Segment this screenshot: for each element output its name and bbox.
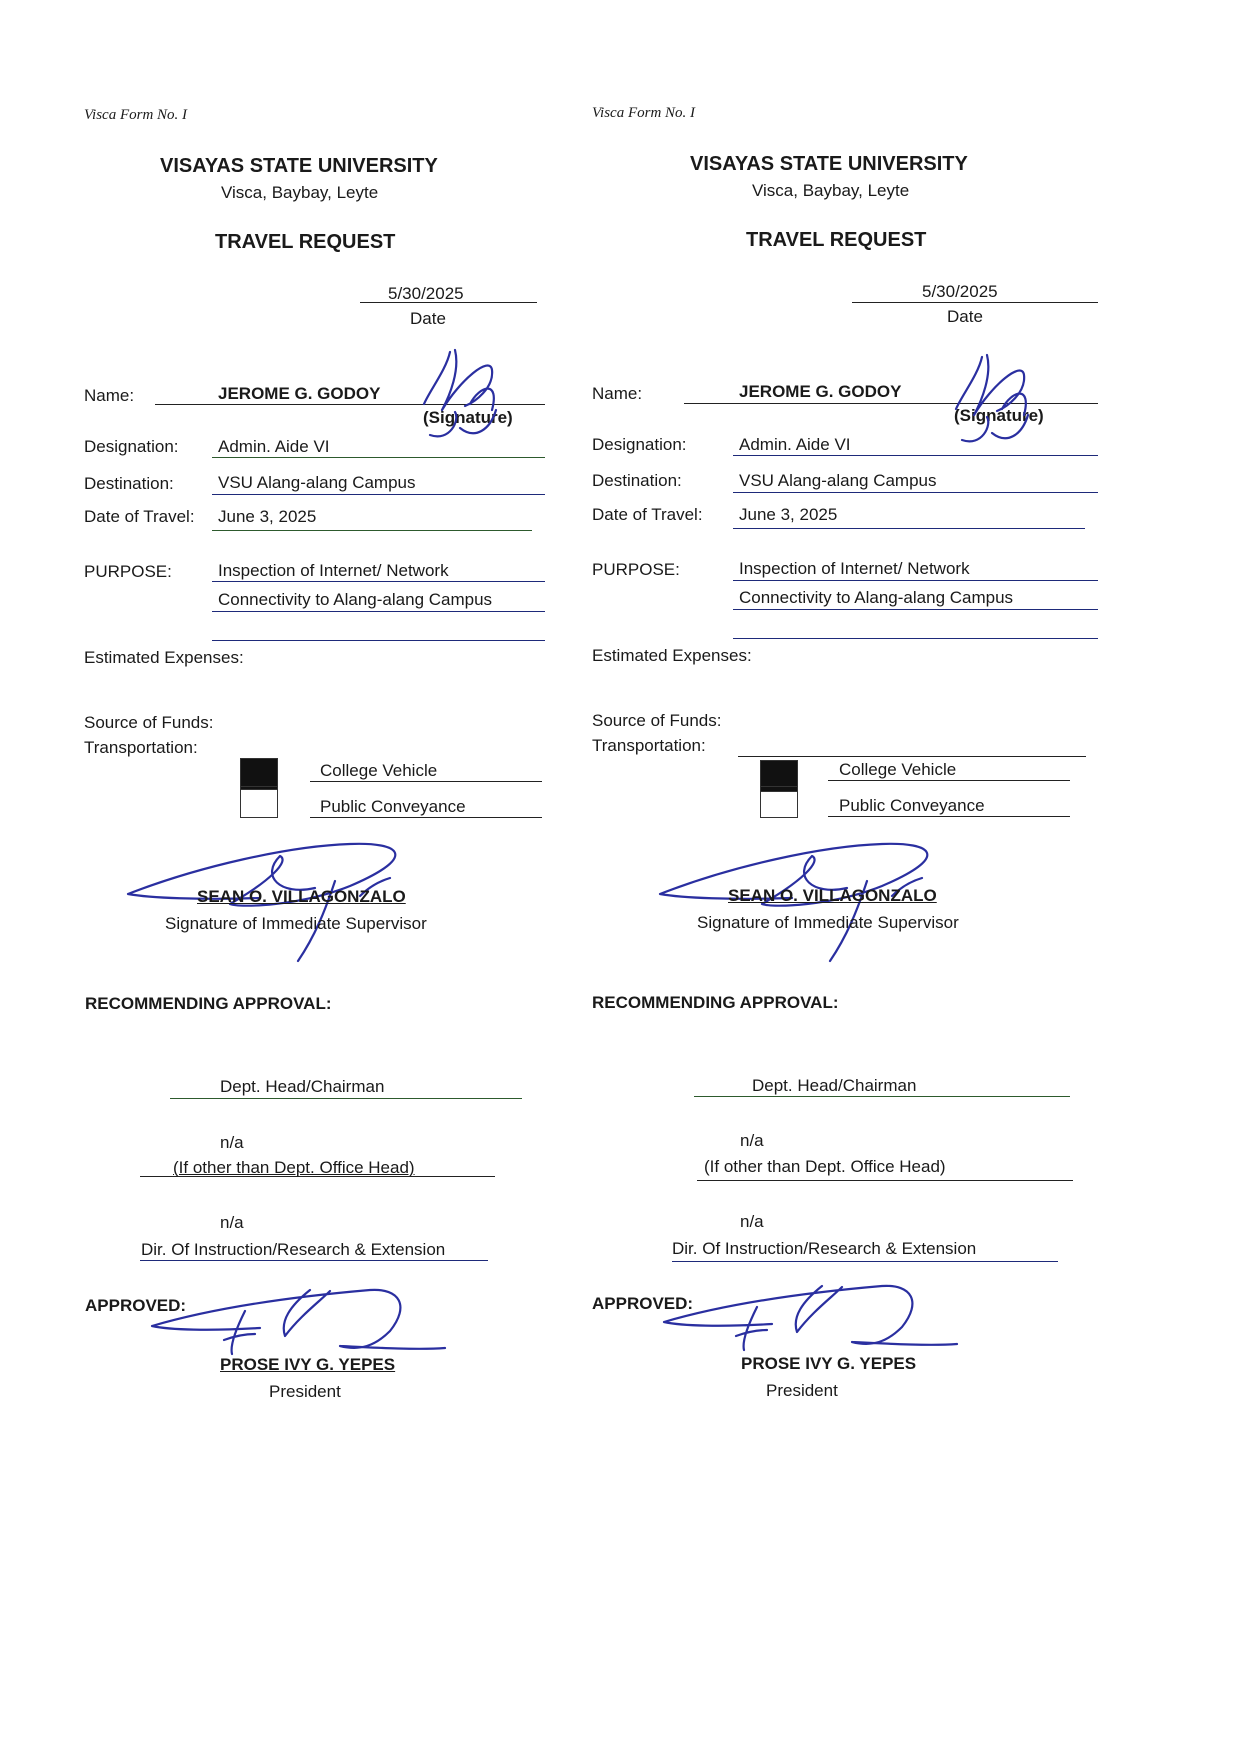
form-number: Visca Form No. I — [84, 107, 188, 123]
other-head-value: n/a — [220, 1133, 244, 1152]
destination-label: Destination: — [592, 471, 682, 490]
estimated-expenses-label: Estimated Expenses: — [84, 648, 244, 667]
designation-label: Designation: — [592, 435, 687, 454]
other-head-value: n/a — [740, 1131, 764, 1150]
date-of-travel-value: June 3, 2025 — [739, 505, 838, 524]
college-vehicle-label: College Vehicle — [320, 761, 438, 780]
college-vehicle-underline — [828, 780, 1070, 781]
travel-request-copy-left — [0, 0, 560, 1753]
public-conveyance-label: Public Conveyance — [839, 796, 985, 815]
college-vehicle-underline — [310, 781, 542, 782]
signature-label: (Signature) — [954, 406, 1044, 425]
purpose-line-1: Inspection of Internet/ Network — [739, 559, 970, 578]
date-value: 5/30/2025 — [388, 284, 464, 303]
transportation-label: Transportation: — [84, 738, 198, 757]
president-name: PROSE IVY G. YEPES — [220, 1355, 396, 1374]
date-underline — [852, 302, 1098, 303]
purpose-line-2: Connectivity to Alang-alang Campus — [218, 590, 493, 609]
date-value: 5/30/2025 — [922, 282, 998, 301]
other-head-underline — [140, 1176, 495, 1177]
director-value: n/a — [220, 1213, 244, 1232]
designation-underline — [733, 455, 1098, 456]
president-caption: President — [766, 1381, 838, 1400]
supervisor-name: SEAN O. VILLAGONZALO — [728, 886, 937, 905]
destination-label: Destination: — [84, 474, 174, 493]
recommending-approval-label: RECOMMENDING APPROVAL: — [592, 993, 839, 1012]
president-name: PROSE IVY G. YEPES — [741, 1354, 917, 1373]
public-conveyance-label: Public Conveyance — [320, 797, 466, 816]
dept-head-caption: Dept. Head/Chairman — [220, 1077, 385, 1096]
name-value: JEROME G. GODOY — [739, 382, 902, 401]
purpose-underline-1 — [733, 580, 1098, 581]
travel-request-copy-right — [512, 0, 1072, 1753]
form-title: TRAVEL REQUEST — [215, 231, 396, 253]
name-label: Name: — [84, 386, 135, 405]
name-label: Name: — [592, 384, 643, 403]
director-underline — [672, 1261, 1058, 1262]
public-conveyance-checkbox[interactable] — [760, 786, 798, 818]
form-number: Visca Form No. I — [592, 105, 696, 121]
university-name: VISAYAS STATE UNIVERSITY — [160, 155, 438, 177]
transportation-label: Transportation: — [592, 736, 706, 755]
applicant-signature — [952, 345, 1062, 455]
name-underline — [684, 403, 1098, 404]
supervisor-name: SEAN O. VILLAGONZALO — [197, 887, 406, 906]
other-head-caption: (If other than Dept. Office Head) — [704, 1157, 946, 1176]
purpose-underline-2 — [212, 611, 545, 612]
director-caption: Dir. Of Instruction/Research & Extension — [672, 1239, 977, 1258]
recommending-approval-label: RECOMMENDING APPROVAL: — [85, 994, 332, 1013]
date-of-travel-underline — [212, 530, 532, 531]
dept-head-underline — [694, 1096, 1070, 1097]
approved-label: APPROVED: — [85, 1296, 187, 1315]
form-title: TRAVEL REQUEST — [746, 229, 927, 251]
destination-value: VSU Alang-alang Campus — [218, 473, 416, 492]
purpose-line-1: Inspection of Internet/ Network — [218, 561, 449, 580]
college-vehicle-label: College Vehicle — [839, 760, 957, 779]
date-of-travel-label: Date of Travel: — [84, 507, 195, 526]
director-underline — [140, 1260, 488, 1261]
university-location: Visca, Baybay, Leyte — [221, 183, 379, 202]
director-caption: Dir. Of Instruction/Research & Extension — [141, 1240, 446, 1259]
designation-underline — [212, 457, 545, 458]
date-label: Date — [947, 307, 983, 326]
designation-value: Admin. Aide VI — [739, 435, 851, 454]
purpose-label: PURPOSE: — [592, 560, 680, 579]
university-name: VISAYAS STATE UNIVERSITY — [690, 153, 968, 175]
other-head-underline — [697, 1180, 1073, 1181]
designation-value: Admin. Aide VI — [218, 437, 330, 456]
purpose-underline-3 — [733, 638, 1098, 639]
president-caption: President — [269, 1382, 341, 1401]
approved-label: APPROVED: — [592, 1294, 694, 1313]
name-underline — [155, 404, 545, 405]
dept-head-caption: Dept. Head/Chairman — [752, 1076, 917, 1095]
purpose-underline-1 — [212, 581, 545, 582]
director-value: n/a — [740, 1212, 764, 1231]
destination-underline — [733, 492, 1098, 493]
date-of-travel-value: June 3, 2025 — [218, 507, 317, 526]
estimated-expenses-label: Estimated Expenses: — [592, 646, 752, 665]
public-conveyance-checkbox[interactable] — [240, 786, 278, 818]
designation-label: Designation: — [84, 437, 179, 456]
date-underline — [360, 302, 537, 303]
purpose-underline-2 — [733, 609, 1098, 610]
supervisor-caption: Signature of Immediate Supervisor — [165, 914, 427, 933]
date-of-travel-label: Date of Travel: — [592, 505, 703, 524]
name-value: JEROME G. GODOY — [218, 384, 381, 403]
public-conveyance-underline — [828, 816, 1070, 817]
supervisor-caption: Signature of Immediate Supervisor — [697, 913, 959, 932]
purpose-line-2: Connectivity to Alang-alang Campus — [739, 588, 1014, 607]
source-of-funds-label: Source of Funds: — [592, 711, 722, 730]
purpose-label: PURPOSE: — [84, 562, 172, 581]
signature-label: (Signature) — [423, 408, 513, 427]
date-label: Date — [410, 309, 446, 328]
other-head-caption: (If other than Dept. Office Head) — [173, 1158, 415, 1177]
public-conveyance-underline — [310, 817, 542, 818]
destination-value: VSU Alang-alang Campus — [739, 471, 937, 490]
transportation-underline — [738, 756, 1086, 757]
source-of-funds-label: Source of Funds: — [84, 713, 214, 732]
purpose-underline-3 — [212, 640, 545, 641]
dept-head-underline — [170, 1098, 522, 1099]
university-location: Visca, Baybay, Leyte — [752, 181, 910, 200]
destination-underline — [212, 494, 545, 495]
date-of-travel-underline — [733, 528, 1085, 529]
